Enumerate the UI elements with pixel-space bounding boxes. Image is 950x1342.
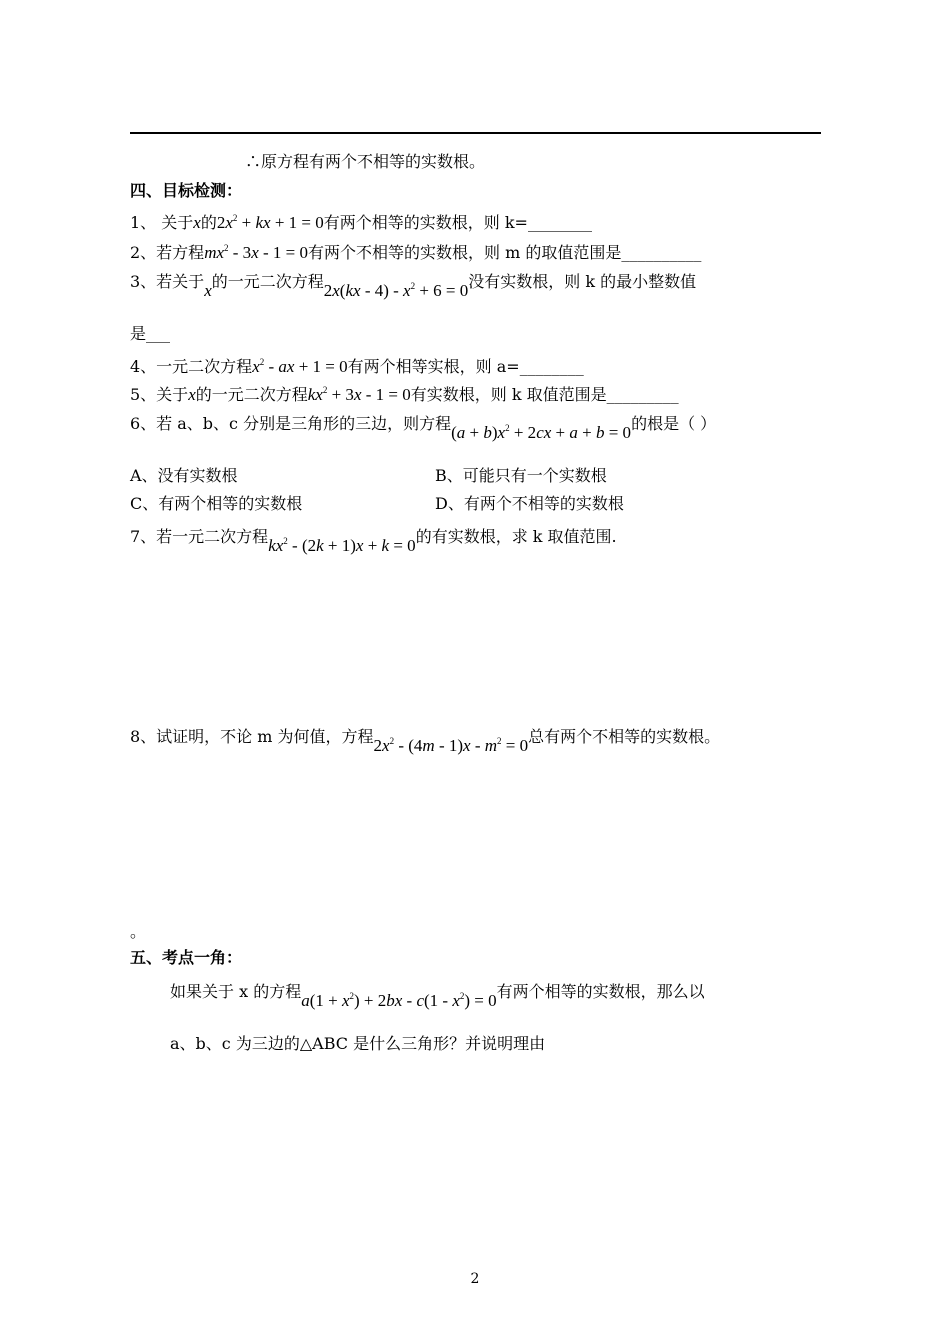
q4-post: 有两个相等实根，则 a= <box>347 357 520 376</box>
header-rule <box>130 132 821 134</box>
section-5-line2: a、b、c 为三边的△ABC 是什么三角形？并说明理由 <box>170 1034 546 1053</box>
q3-post: 没有实数根，则 k 的最小整数值 <box>468 272 697 291</box>
q4-equation: $x^2$ - ax + 1 = 0 <box>252 357 348 376</box>
q7-post: 的有实数根，求 k 取值范围. <box>415 527 617 546</box>
q8-post: 总有两个不相等的实数根。 <box>528 727 721 746</box>
q5-equation: $kx^2 + 3x - 1 = 0$ <box>307 385 411 404</box>
s5-equation: $a(1 + x^2) + 2bx - c(1 - x^2) = 0$ <box>301 991 497 1010</box>
q6-post: 的根是（ ） <box>631 414 717 433</box>
section-5-question <box>170 975 705 1010</box>
q1-blank[interactable]: ________ <box>527 213 592 232</box>
q7-pre: 7、若一元二次方程 <box>130 527 269 546</box>
q3-pre: 3、若关于 <box>130 272 205 291</box>
q2-equation: $mx^2 - 3x - 1 = 0$ <box>204 243 308 262</box>
q6-equation: $(a + b)x^2 + 2cx + a + b = 0$ <box>451 423 632 442</box>
section-5-title: 五、考点一角： <box>130 948 243 967</box>
question-8 <box>130 720 721 755</box>
q5-pre: 5、关于 <box>130 385 189 404</box>
question-3 <box>130 265 697 300</box>
q2-post: 有两个不相等的实数根，则 m 的取值范围是 <box>307 243 622 262</box>
q6-pre: 6、若 a、b、c 分别是三角形的三边，则方程 <box>130 414 452 433</box>
q1-post: 有两个相等的实数根，则 k= <box>323 213 528 232</box>
q6-option-b[interactable]: B、可能只有一个实数根 <box>435 466 607 485</box>
q6-option-c[interactable]: C、有两个相等的实数根 <box>130 494 303 513</box>
q8-equation: $2x^2 - (4m - 1)x - m^2 = 0$ <box>373 736 529 755</box>
page-number: 2 <box>470 1271 480 1287</box>
q1-equation: $2x^2$ + kx + 1 = 0 <box>216 213 324 232</box>
question-2 <box>130 236 701 265</box>
q5-blank[interactable]: _________ <box>606 385 679 404</box>
q7-equation: $kx^2 - (2k + 1)x + k = 0$ <box>268 536 416 555</box>
s5-post: 有两个相等的实数根，那么以 <box>496 982 705 1001</box>
s5-pre: 如果关于 x 的方程 <box>170 982 302 1001</box>
question-1 <box>130 206 592 235</box>
q3-cont: 是 <box>130 324 147 343</box>
q3-blank[interactable]: ___ <box>146 324 171 343</box>
q6-option-a[interactable]: A、没有实数根 <box>130 466 238 485</box>
stray-period: 。 <box>130 922 147 941</box>
conclusion-text: ∴原方程有两个不相等的实数根。 <box>245 152 486 171</box>
q4-pre: 4、一元二次方程 <box>130 357 253 376</box>
section-4-title: 四、目标检测： <box>130 181 243 200</box>
q2-blank[interactable]: __________ <box>621 243 702 262</box>
q5-mid: 的一元二次方程 <box>195 385 308 404</box>
question-4 <box>130 350 584 379</box>
q3-mid: 的一元二次方程 <box>211 272 324 291</box>
q1-pre: 1、 关于 <box>130 213 194 232</box>
q2-pre: 2、若方程 <box>130 243 205 262</box>
q1-mid: 的 <box>200 213 217 232</box>
q6-option-d[interactable]: D、有两个不相等的实数根 <box>435 494 624 513</box>
question-7 <box>130 520 617 555</box>
q4-blank[interactable]: ________ <box>519 357 584 376</box>
q5-post: 有实数根，则 k 取值范围是 <box>410 385 607 404</box>
q3-equation: $2x(kx - 4) - x^2 + 6 = 0$ <box>323 281 469 300</box>
question-5 <box>130 378 679 407</box>
q5-var: x <box>188 385 196 404</box>
q8-pre: 8、试证明，不论 m 为何值，方程 <box>130 727 374 746</box>
q1-var: x <box>193 213 201 232</box>
question-6 <box>130 407 717 442</box>
question-3-cont <box>130 322 170 346</box>
q3-var: x <box>204 281 212 300</box>
